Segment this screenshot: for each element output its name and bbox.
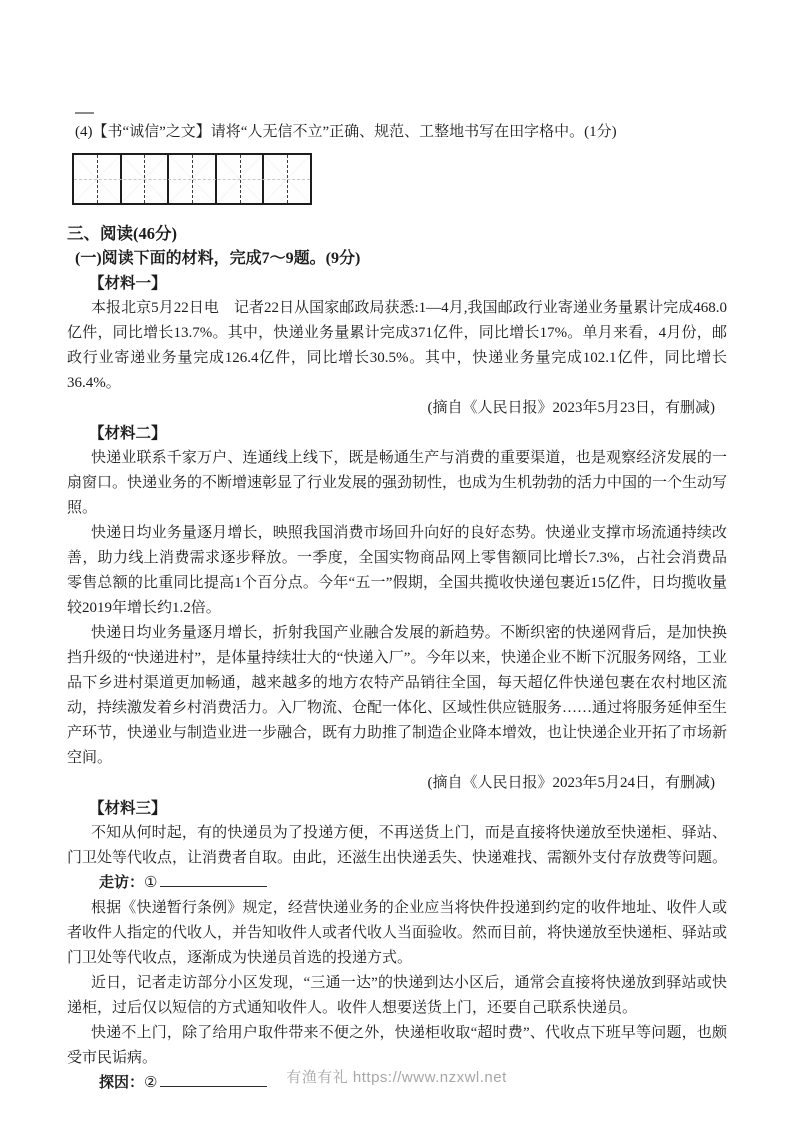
cause-label: 探因： [99,1075,145,1091]
material-1-source: (摘自《人民日报》2023年5月23日，有删减) [427,400,715,416]
visit-marker: ① [144,875,158,891]
tian-grid [72,153,312,205]
section-title: 三、阅读(46分) [67,224,177,243]
material-1-paragraph: 本报北京5月22日电 记者22日从国家邮政局获悉:1—4月,我国邮政行业寄递业务量累计完成468.0亿件，同比增长13.7%。其中，快递业务量累计完成371亿件，同比增长17%。单月来看，4月份，邮政行业寄递业务量完成126.4亿件，同比增长30.5%。其中，快递业务量完成102.1亿件，同比增长36.4%。 [67,300,727,391]
question-4-prompt: (4)【书“诚信”之文】请将“人无信不立”正确、规范、工整地书写在田字格中。(1分) [75,124,617,140]
top-dash-mark [75,112,94,114]
material-2-source: (摘自《人民日报》2023年5月24日，有删减) [427,775,715,791]
task-title: (一)阅读下面的材料，完成7～9题。(9分) [75,250,361,267]
material-1-heading: 【材料一】 [89,275,167,292]
material-3-paragraph-1: 不知从何时起，有的快递员为了投递方便，不再送货上门，而是直接将快递放至快递柜、驿站、门卫处等代收点，让消费者自取。由此，还滋生出快递丢失、快递难找、需额外支付存放费等问题。 [67,825,728,866]
visit-label: 走访： [99,875,145,891]
cause-marker: ② [144,1075,158,1091]
material-2-paragraph-3: 快递日均业务量逐月增长，折射我国产业融合发展的新趋势。不断织密的快递网背后，是加快换挡升级的“快递进村”，是体量持续壮大的“快递入厂”。今年以来，快递企业不断下沉服务网络，工业品下乡进村渠道更加畅通，越来越多的地方农特产品销往全国，每天超亿件快递包裹在农村地区流动，持续激发着乡村消费活力。入厂物流、仓配一体化、区域性供应链服务……通过将服务延伸至生产环节，快递业与制造业进一步融合，既有力助推了制造企业降本增效，也让快递企业开拓了市场新空间。 [67,625,728,766]
tian-grid-midline [74,179,310,180]
material-2-paragraph-1: 快递业联系千家万户、连通线上线下，既是畅通生产与消费的重要渠道，也是观察经济发展的一扇窗口。快递业务的不断增速彰显了行业发展的强劲韧性，也成为生机勃勃的活力中国的一个生动写照。 [67,450,728,516]
material-2-heading: 【材料二】 [89,425,167,442]
visit-blank-line [160,872,267,887]
material-2-paragraph-2: 快递日均业务量逐月增长，映照我国消费市场回升向好的良好态势。快递业支撑市场流通持续改善，助力线上消费需求逐步释放。一季度，全国实物商品网上零售额同比增长7.3%，占社会消费品零售总额的比重同比提高1个百分点。今年“五一”假期，全国共揽收快递包裹近15亿件，日均揽收量较2019年增长约1.2倍。 [67,525,727,616]
material-3-paragraph-3: 近日，记者走访部分小区发现，“三通一达”的快递到达小区后，通常会直接将快递放到驿站或快递柜，过后仅以短信的方式通知收件人。收件人想要送货上门，还要自己联系快递员。 [67,975,727,1016]
material-3-paragraph-4: 快递不上门，除了给用户取件带来不便之外，快递柜收取“超时费”、代收点下班早等问题，也颇受市民诟病。 [67,1025,727,1066]
document-content [67,120,727,1096]
footer-text: 有渔有礼 https://www.nzxwl.net [286,1069,507,1086]
material-3-paragraph-2: 根据《快递暂行条例》规定，经营快递业务的企业应当将快件投递到约定的收件地址、收件人或者收件人指定的代收人，并告知收件人或者代收人当面验收。然而目前，将快递放至快递柜、驿站或门卫处等代收点，逐渐成为快递员首选的投递方式。 [67,900,728,966]
visit-prompt [99,871,727,896]
material-3-heading: 【材料三】 [89,800,167,817]
page-footer [0,1066,793,1087]
